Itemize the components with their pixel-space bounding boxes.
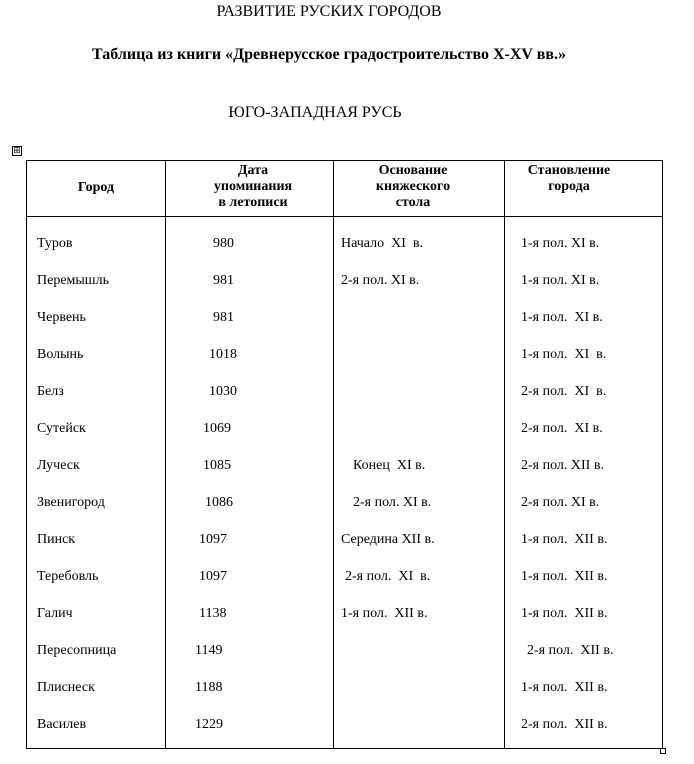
city-cell: Волынь [37, 347, 84, 362]
date-cell: 1097 [199, 569, 227, 584]
table-move-handle-icon[interactable]: ⊞ [13, 146, 21, 156]
city-cell: Василев [37, 717, 87, 732]
founding-cell: Середина XII в. [341, 532, 435, 547]
city-cell: Туров [37, 236, 73, 251]
document-subtitle: Таблица из книги «Древнерусское градостроительство X-XV вв.» [92, 46, 566, 63]
formation-cell: 2-я пол. XII в. [521, 717, 608, 732]
founding-cell: 1-я пол. XII в. [341, 606, 428, 621]
header-city: Город [77, 180, 115, 195]
city-cell: Сутейск [37, 421, 86, 436]
document-title: РАЗВИТИЕ РУСКИХ ГОРОДОВ [216, 3, 442, 20]
formation-cell: 1-я пол. XII в. [521, 532, 608, 547]
date-cell: 1030 [209, 384, 237, 399]
formation-cell: 1-я пол. XII в. [521, 680, 608, 695]
date-cell: 1069 [203, 421, 231, 436]
city-cell: Звенигород [37, 495, 105, 510]
date-cell: 1188 [195, 680, 223, 695]
city-cell: Белз [37, 384, 64, 399]
date-cell: 981 [213, 310, 234, 325]
city-cell: Галич [37, 606, 73, 621]
formation-cell: 1-я пол. XII в. [521, 606, 608, 621]
formation-cell: 2-я пол. XII в. [527, 643, 614, 658]
header-date: Дата упоминания в летописи [213, 163, 293, 210]
date-cell: 1086 [205, 495, 233, 510]
formation-cell: 2-я пол. XI в. [521, 495, 600, 510]
founding-cell: Начало XI в. [341, 236, 424, 251]
founding-cell: 2-я пол. XI в. [341, 273, 420, 288]
city-cell: Луческ [37, 458, 80, 473]
date-cell: 1018 [209, 347, 237, 362]
city-cell: Перемышль [37, 273, 109, 288]
column-divider [504, 161, 505, 748]
date-cell: 1097 [199, 532, 227, 547]
header-divider [27, 216, 662, 217]
formation-cell: 1-я пол. XI в. [521, 236, 600, 251]
formation-cell: 1-я пол. XI в. [521, 310, 603, 325]
date-cell: 981 [213, 273, 234, 288]
founding-cell: 2-я пол. XI в. [353, 495, 432, 510]
founding-cell: 2-я пол. XI в. [345, 569, 431, 584]
table-resize-handle[interactable] [660, 748, 666, 754]
formation-cell: 2-я пол. XI в. [521, 384, 607, 399]
column-divider [165, 161, 166, 748]
city-cell: Пинск [37, 532, 76, 547]
date-cell: 1229 [195, 717, 223, 732]
formation-cell: 2-я пол. XII в. [521, 458, 604, 473]
formation-cell: 1-я пол. XI в. [521, 347, 607, 362]
date-cell: 1149 [195, 643, 223, 658]
column-divider [333, 161, 334, 748]
formation-cell: 1-я пол. XII в. [521, 569, 608, 584]
city-cell: Теребовль [37, 569, 99, 584]
formation-cell: 2-я пол. XI в. [521, 421, 603, 436]
date-cell: 980 [213, 236, 234, 251]
city-cell: Плиснеск [37, 680, 95, 695]
header-formation: Становление города [527, 163, 611, 194]
city-cell: Пересопница [37, 643, 117, 658]
header-founding: Основание княжеского стола [375, 163, 451, 210]
region-heading: ЮГО-ЗАПАДНАЯ РУСЬ [228, 104, 402, 121]
date-cell: 1085 [203, 458, 231, 473]
city-cell: Червень [37, 310, 86, 325]
date-cell: 1138 [199, 606, 227, 621]
formation-cell: 1-я пол. XI в. [521, 273, 600, 288]
founding-cell: Конец XI в. [353, 458, 426, 473]
cities-table [26, 160, 663, 749]
